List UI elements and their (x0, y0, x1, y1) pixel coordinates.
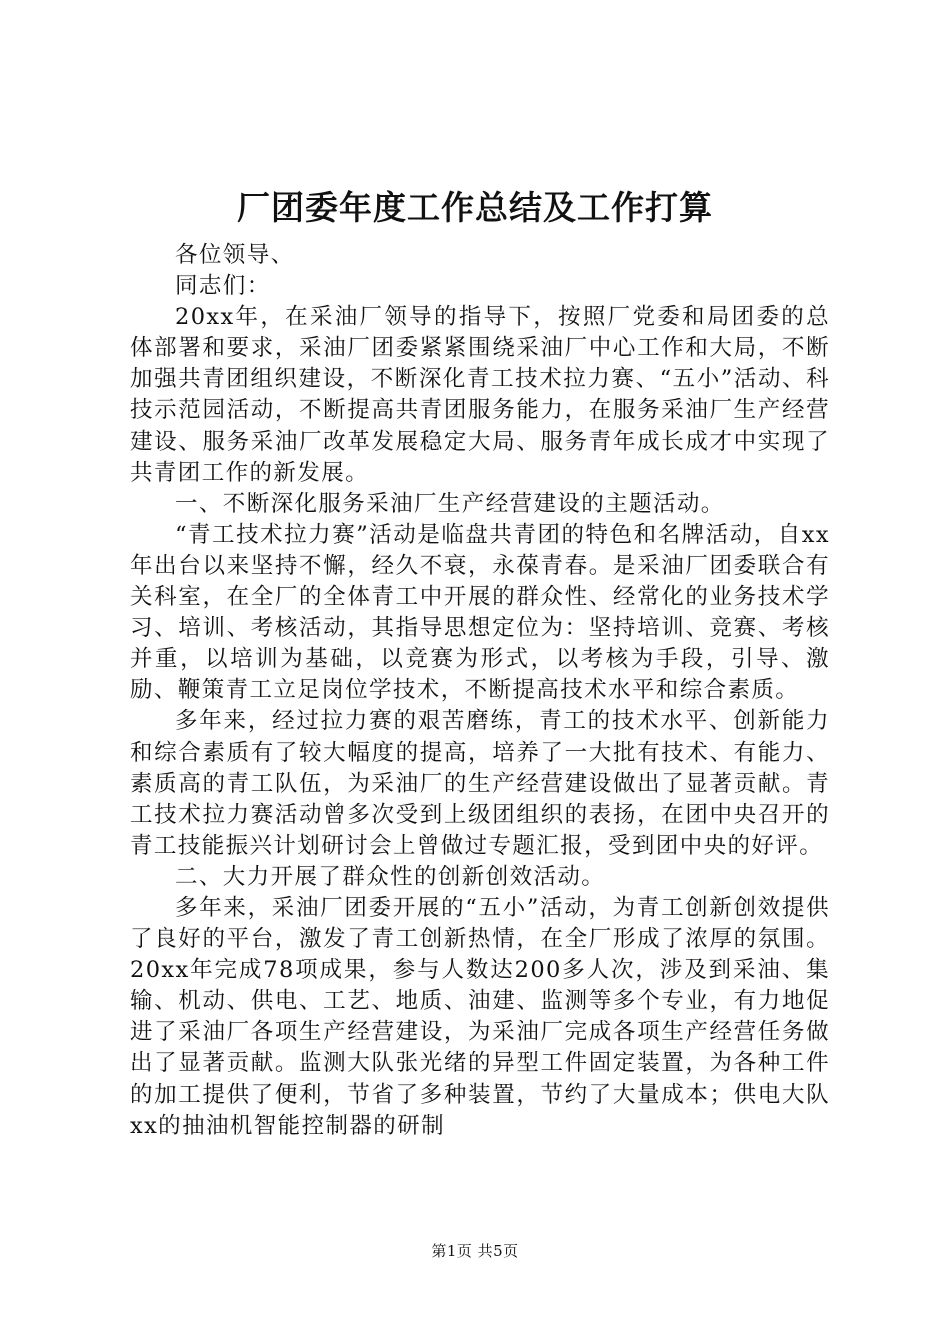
paragraph-intro: 20xx年，在采油厂领导的指导下，按照厂党委和局团委的总体部署和要求，采油厂团委紧紧围绕采油厂中心工作和大局，不断加强共青团组织建设，不断深化青工技术拉力赛、“五小”活动、科技示范园活动，不断提高共青团服务能力，在服务采油厂生产经营建设、服务采油厂改革发展稳定大局、服务青年成长成才中实现了共青团工作的新发展。 (130, 304, 830, 486)
salutation-comrades: 同志们： (175, 273, 271, 300)
document-body (130, 240, 830, 1142)
section-heading-2: 二、大力开展了群众性的创新创效活动。 (175, 863, 606, 890)
paragraph-innovation: 多年来，采油厂团委开展的“五小”活动，为青工创新创效提供了良好的平台，激发了青工创新热情，在全厂形成了浓厚的氛围。20xx年完成78项成果，参与人数达200多人次，涉及到采油、集输、机动、供电、工艺、地质、油建、监测等多个专业，有力地促进了采油厂各项生产经营建设，为采油厂完成各项生产经营任务做出了显著贡献。监测大队张光绪的异型工件固定装置，为各种工件的加工提供了便利，节省了多种装置，节约了大量成本；供电大队xx的抽油机智能控制器的研制 (130, 894, 830, 1139)
page-footer: 第1页 共5页 (431, 1242, 519, 1260)
salutation-leaders: 各位领导、 (175, 242, 295, 268)
section-heading-1: 一、不断深化服务采油厂生产经营建设的主题活动。 (175, 490, 725, 517)
paragraph-achievements: 多年来，经过拉力赛的艰苦磨练，青工的技术水平、创新能力和综合素质有了较大幅度的提高，培养了一大批有技术、有能力、素质高的青工队伍，为采油厂的生产经营建设做出了显著贡献。青工技术拉力赛活动曾多次受到上级团组织的表扬，在团中央召开的青工技能振兴计划研讨会上曾做过专题汇报，受到团中央的好评。 (130, 708, 830, 859)
document-title: 厂团委年度工作总结及工作打算 (237, 188, 713, 227)
paragraph-skills-race: “青工技术拉力赛”活动是临盘共青团的特色和名牌活动，自xx年出台以来坚持不懈，经久不衰，永葆青春。是采油厂团委联合有关科室，在全厂的全体青工中开展的群众性、经常化的业务技术学习、培训、考核活动，其指导思想定位为：坚持培训、竞赛、考核并重，以培训为基础，以竞赛为形式，以考核为手段，引导、激励、鞭策青工立足岗位学技术，不断提高技术水平和综合素质。 (130, 521, 830, 704)
